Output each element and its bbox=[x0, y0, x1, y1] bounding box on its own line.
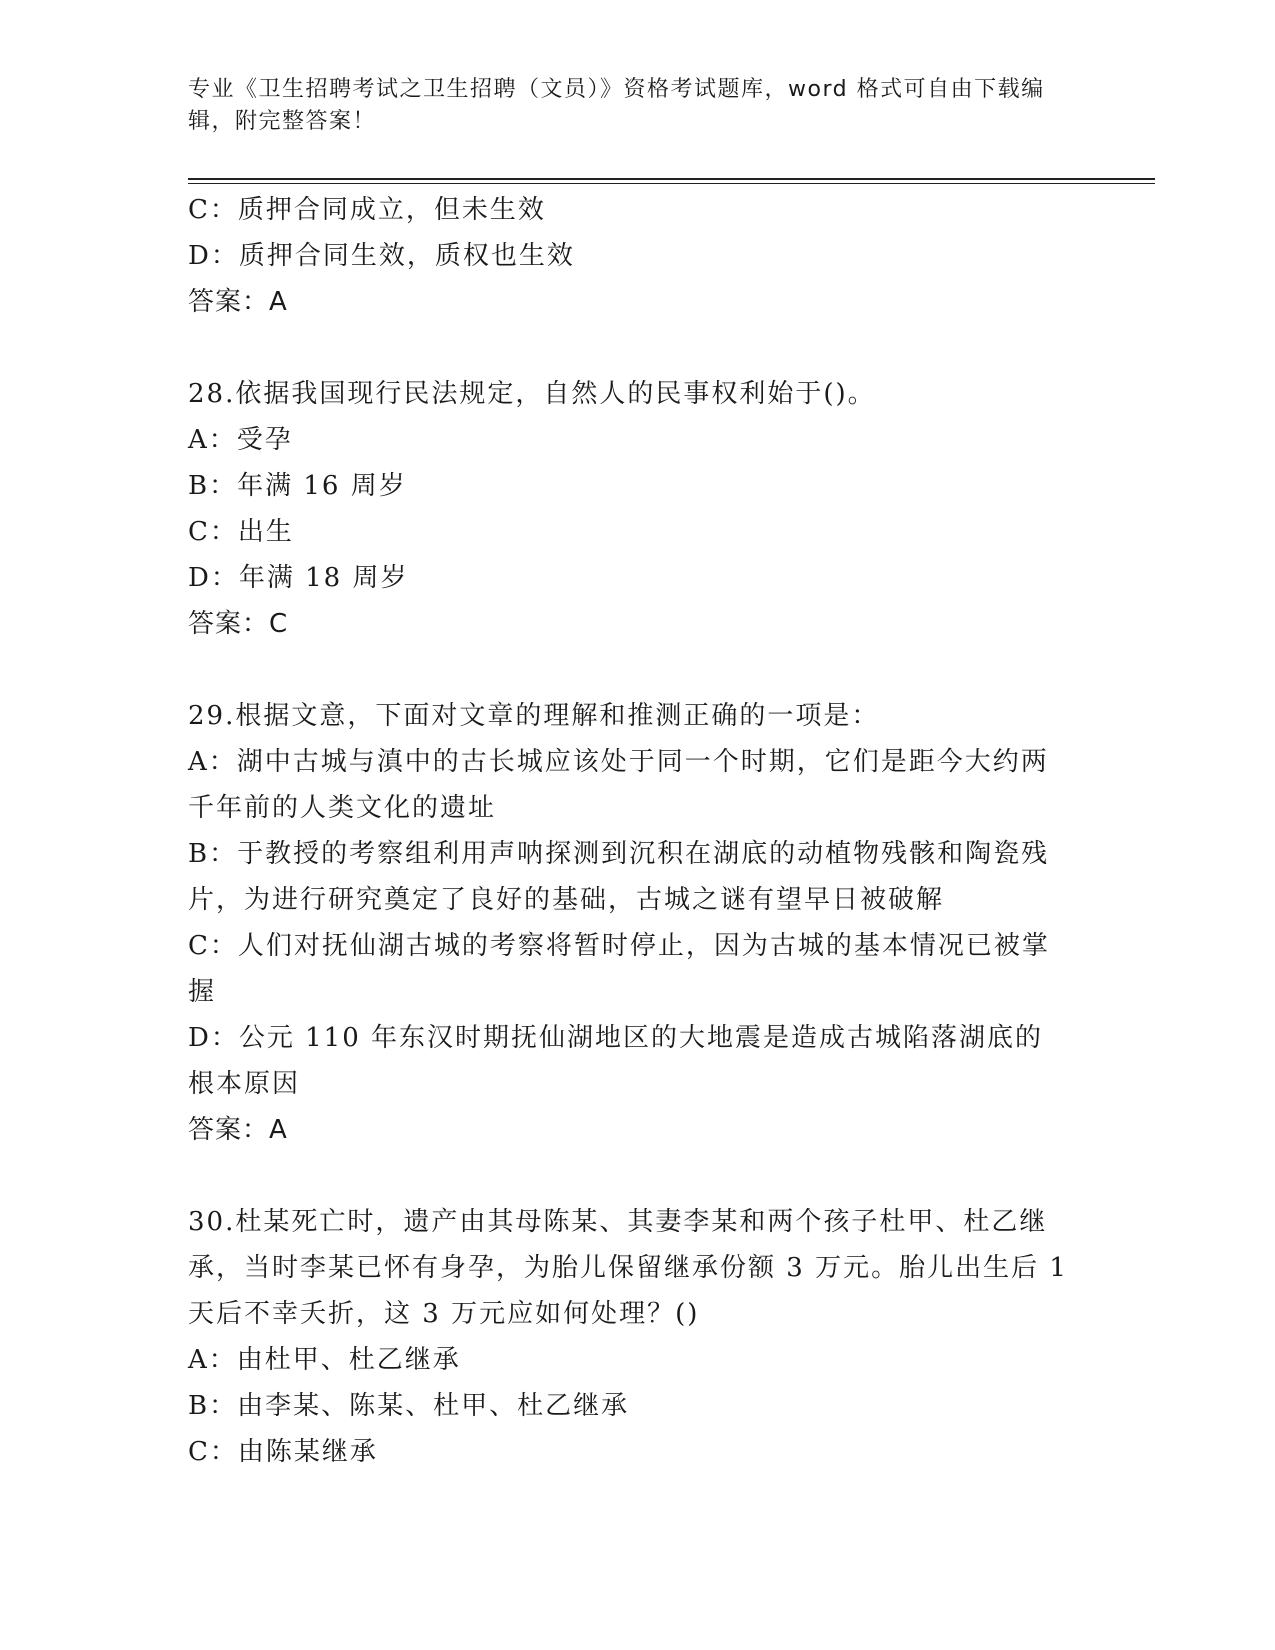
option-c: C：由陈某继承 bbox=[188, 1437, 378, 1467]
option-c: C：出生 bbox=[188, 517, 294, 547]
question-30 bbox=[188, 1199, 1068, 1475]
option-c: C：人们对抚仙湖古城的考察将暂时停止，因为古城的基本情况已被掌握 bbox=[188, 931, 1050, 1007]
answer-line: 答案：A bbox=[188, 1115, 288, 1145]
question-29 bbox=[188, 693, 1068, 1153]
option-d: D：公元 110 年东汉时期抚仙湖地区的大地震是造成古城陷落湖底的根本原因 bbox=[188, 1023, 1044, 1099]
question-content bbox=[188, 187, 1068, 1475]
question-28 bbox=[188, 371, 1068, 647]
header-divider-thin bbox=[188, 183, 1155, 184]
question-text: 29.根据文意，下面对文章的理解和推测正确的一项是： bbox=[188, 701, 880, 731]
option-a: A：由杜甲、杜乙继承 bbox=[188, 1345, 461, 1375]
answer-line: 答案：A bbox=[188, 287, 288, 317]
previous-question-tail bbox=[188, 187, 1068, 325]
option-a: A：湖中古城与滇中的古长城应该处于同一个时期，它们是距今大约两千年前的人类文化的遗址 bbox=[188, 747, 1049, 823]
option-a: A：受孕 bbox=[188, 425, 293, 455]
answer-line: 答案：C bbox=[188, 609, 289, 639]
spacer bbox=[188, 1153, 1068, 1199]
option-b: B：年满 16 周岁 bbox=[188, 471, 407, 501]
question-text: 30.杜某死亡时，遗产由其母陈某、其妻李某和两个孩子杜甲、杜乙继承，当时李某已怀有身孕，为胎儿保留继承份额 3 万元。胎儿出生后 1 天后不幸夭折，这 3 万元应如何处理？() bbox=[188, 1207, 1068, 1329]
question-text: 28.依据我国现行民法规定，自然人的民事权利始于()。 bbox=[188, 379, 876, 409]
option-d: D：质押合同生效，质权也生效 bbox=[188, 241, 575, 271]
spacer bbox=[188, 325, 1068, 371]
option-b: B：于教授的考察组利用声呐探测到沉积在湖底的动植物残骸和陶瓷残片，为进行研究奠定了良好的基础，古城之谜有望早日被破解 bbox=[188, 839, 1050, 915]
header-divider-thick bbox=[188, 178, 1155, 180]
option-b: B：由李某、陈某、杜甲、杜乙继承 bbox=[188, 1391, 630, 1421]
spacer bbox=[188, 647, 1068, 693]
document-header: 专业《卫生招聘考试之卫生招聘（文员）》资格考试题库，word 格式可自由下载编辑，附完整答案！ bbox=[188, 77, 1045, 134]
option-d: D：年满 18 周岁 bbox=[188, 563, 409, 593]
option-c: C：质押合同成立，但未生效 bbox=[188, 195, 546, 225]
